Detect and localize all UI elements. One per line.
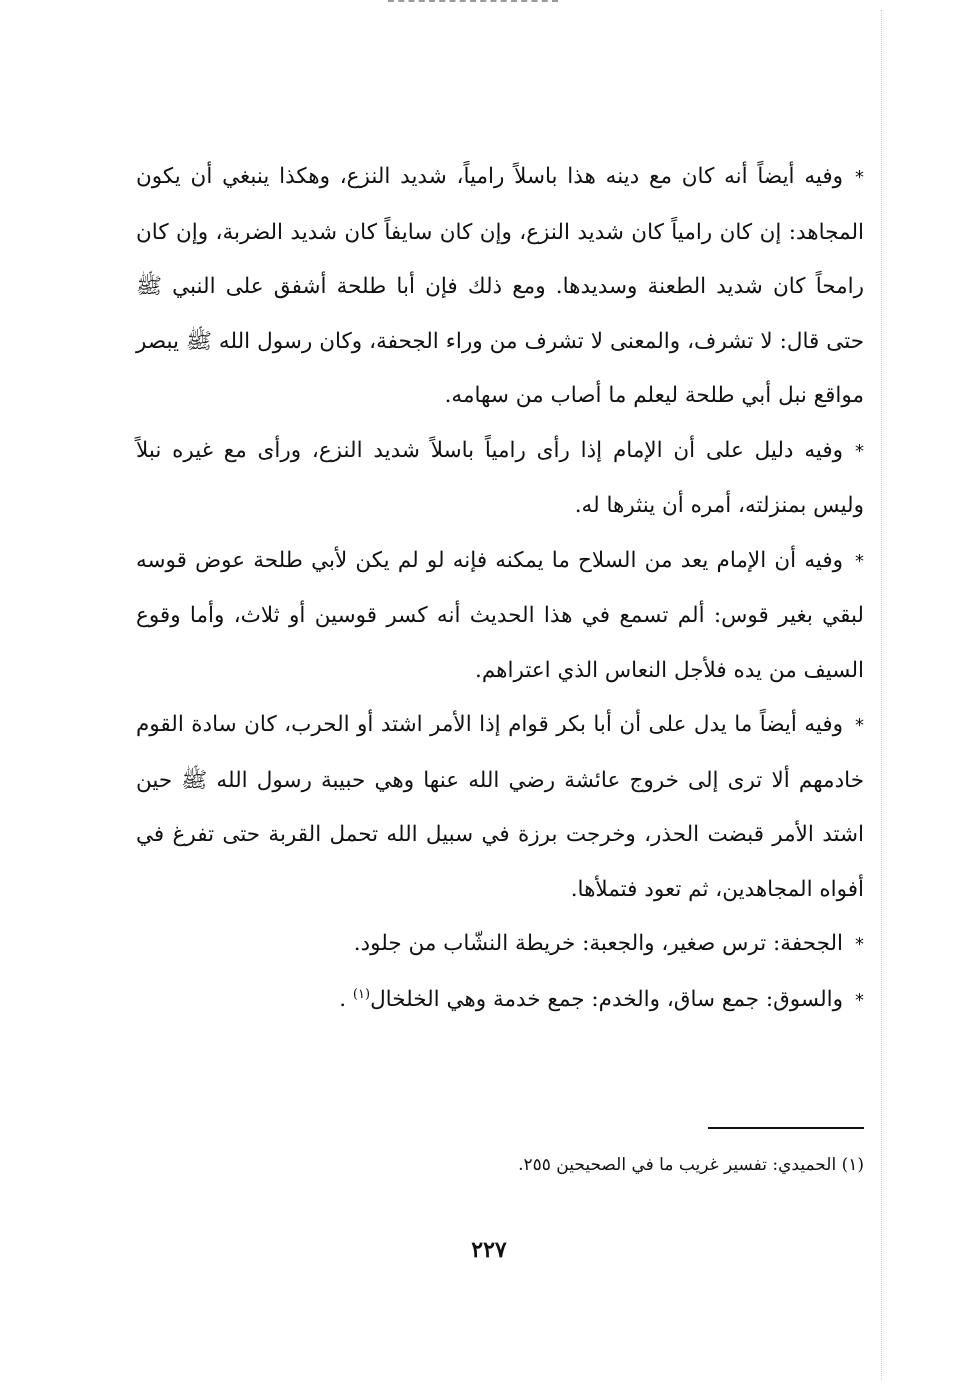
page-number: ٢٢٧ xyxy=(471,1237,507,1263)
paragraph-service xyxy=(136,698,864,917)
glossary-suq xyxy=(136,973,864,1029)
paragraph-imam-archer xyxy=(136,424,864,534)
top-edge-rule xyxy=(388,0,558,6)
glossary-jahfa xyxy=(136,917,864,973)
paragraph-text: وفيه أيضاً أنه كان مع دينه هذا باسلاً رامياً، شديد النزع، وهكذا ينبغي أن يكون المجاهد: إن كان رامياً كان شديد النزع، وإن كان سايفاً كان شديد الضربة، وإن كان رامحاً كان شديد الطعنة وسديدها. ومع ذلك فإن أبا طلحة أشفق على النبي ﷺ حتى قال: لا تشرف، والمعنى لا تشرف من وراء الجحفة، وكان رسول الله ﷺ يبصر مواقع نبل أبي طلحة ليعلم ما أصاب من سهامه. xyxy=(136,164,864,408)
glossary-text: والسوق: جمع ساق، والخدم: جمع خدمة وهي الخلخال xyxy=(370,986,843,1012)
footnote xyxy=(136,1150,864,1180)
paragraph-marker: * xyxy=(855,715,864,736)
paragraph-marker: * xyxy=(855,167,864,188)
glossary-marker: * xyxy=(855,989,864,1011)
footnote-text: الحميدي: تفسير غريب ما في الصحيحين ٢٥٥. xyxy=(518,1155,837,1175)
paragraph-marker: * xyxy=(855,550,864,572)
paragraph-weapons xyxy=(136,534,864,699)
glossary-marker: * xyxy=(855,934,864,955)
page-edge-line xyxy=(881,10,882,1380)
footnote-separator xyxy=(708,1127,864,1129)
main-text-block xyxy=(136,150,864,1028)
glossary-end-mark: . xyxy=(339,986,347,1012)
paragraph-marker: * xyxy=(855,440,864,462)
glossary-text: الجحفة: ترس صغير، والجعبة: خريطة النشّاب من جلود. xyxy=(353,931,843,956)
footnote-number: (١) xyxy=(841,1155,864,1175)
footnote-reference[interactable]: (١) xyxy=(352,986,371,1002)
paragraph-text: وفيه دليل على أن الإمام إذا رأى رامياً باسلاً شديد النزع، ورأى مع غيره نبلاً وليس بمنزلته، أمره أن ينثرها له. xyxy=(136,437,864,518)
paragraph-text: وفيه أيضاً ما يدل على أن أبا بكر قوام إذا الأمر اشتد أو الحرب، كان سادة القوم خادمهم ألا ترى إلى خروج عائشة رضي الله عنها وهي حبيبة رسول الله ﷺ حين اشتد الأمر قبضت الحذر، وخرجت برزة في سبيل الله تحمل القربة حتى تفرغ في أفواه المجاهدين، ثم تعود فتملأها. xyxy=(136,712,864,902)
paragraph-text: وفيه أن الإمام يعد من السلاح ما يمكنه فإنه لو لم يكن لأبي طلحة عوض قوسه لبقي بغير قوس: ألم تسمع في هذا الحديث أنه كسر قوسين أو ثلاث، وأما وقوع السيف من يده فلأجل النعاس الذي اعتراهم. xyxy=(136,547,864,683)
paragraph-archer xyxy=(136,150,864,424)
